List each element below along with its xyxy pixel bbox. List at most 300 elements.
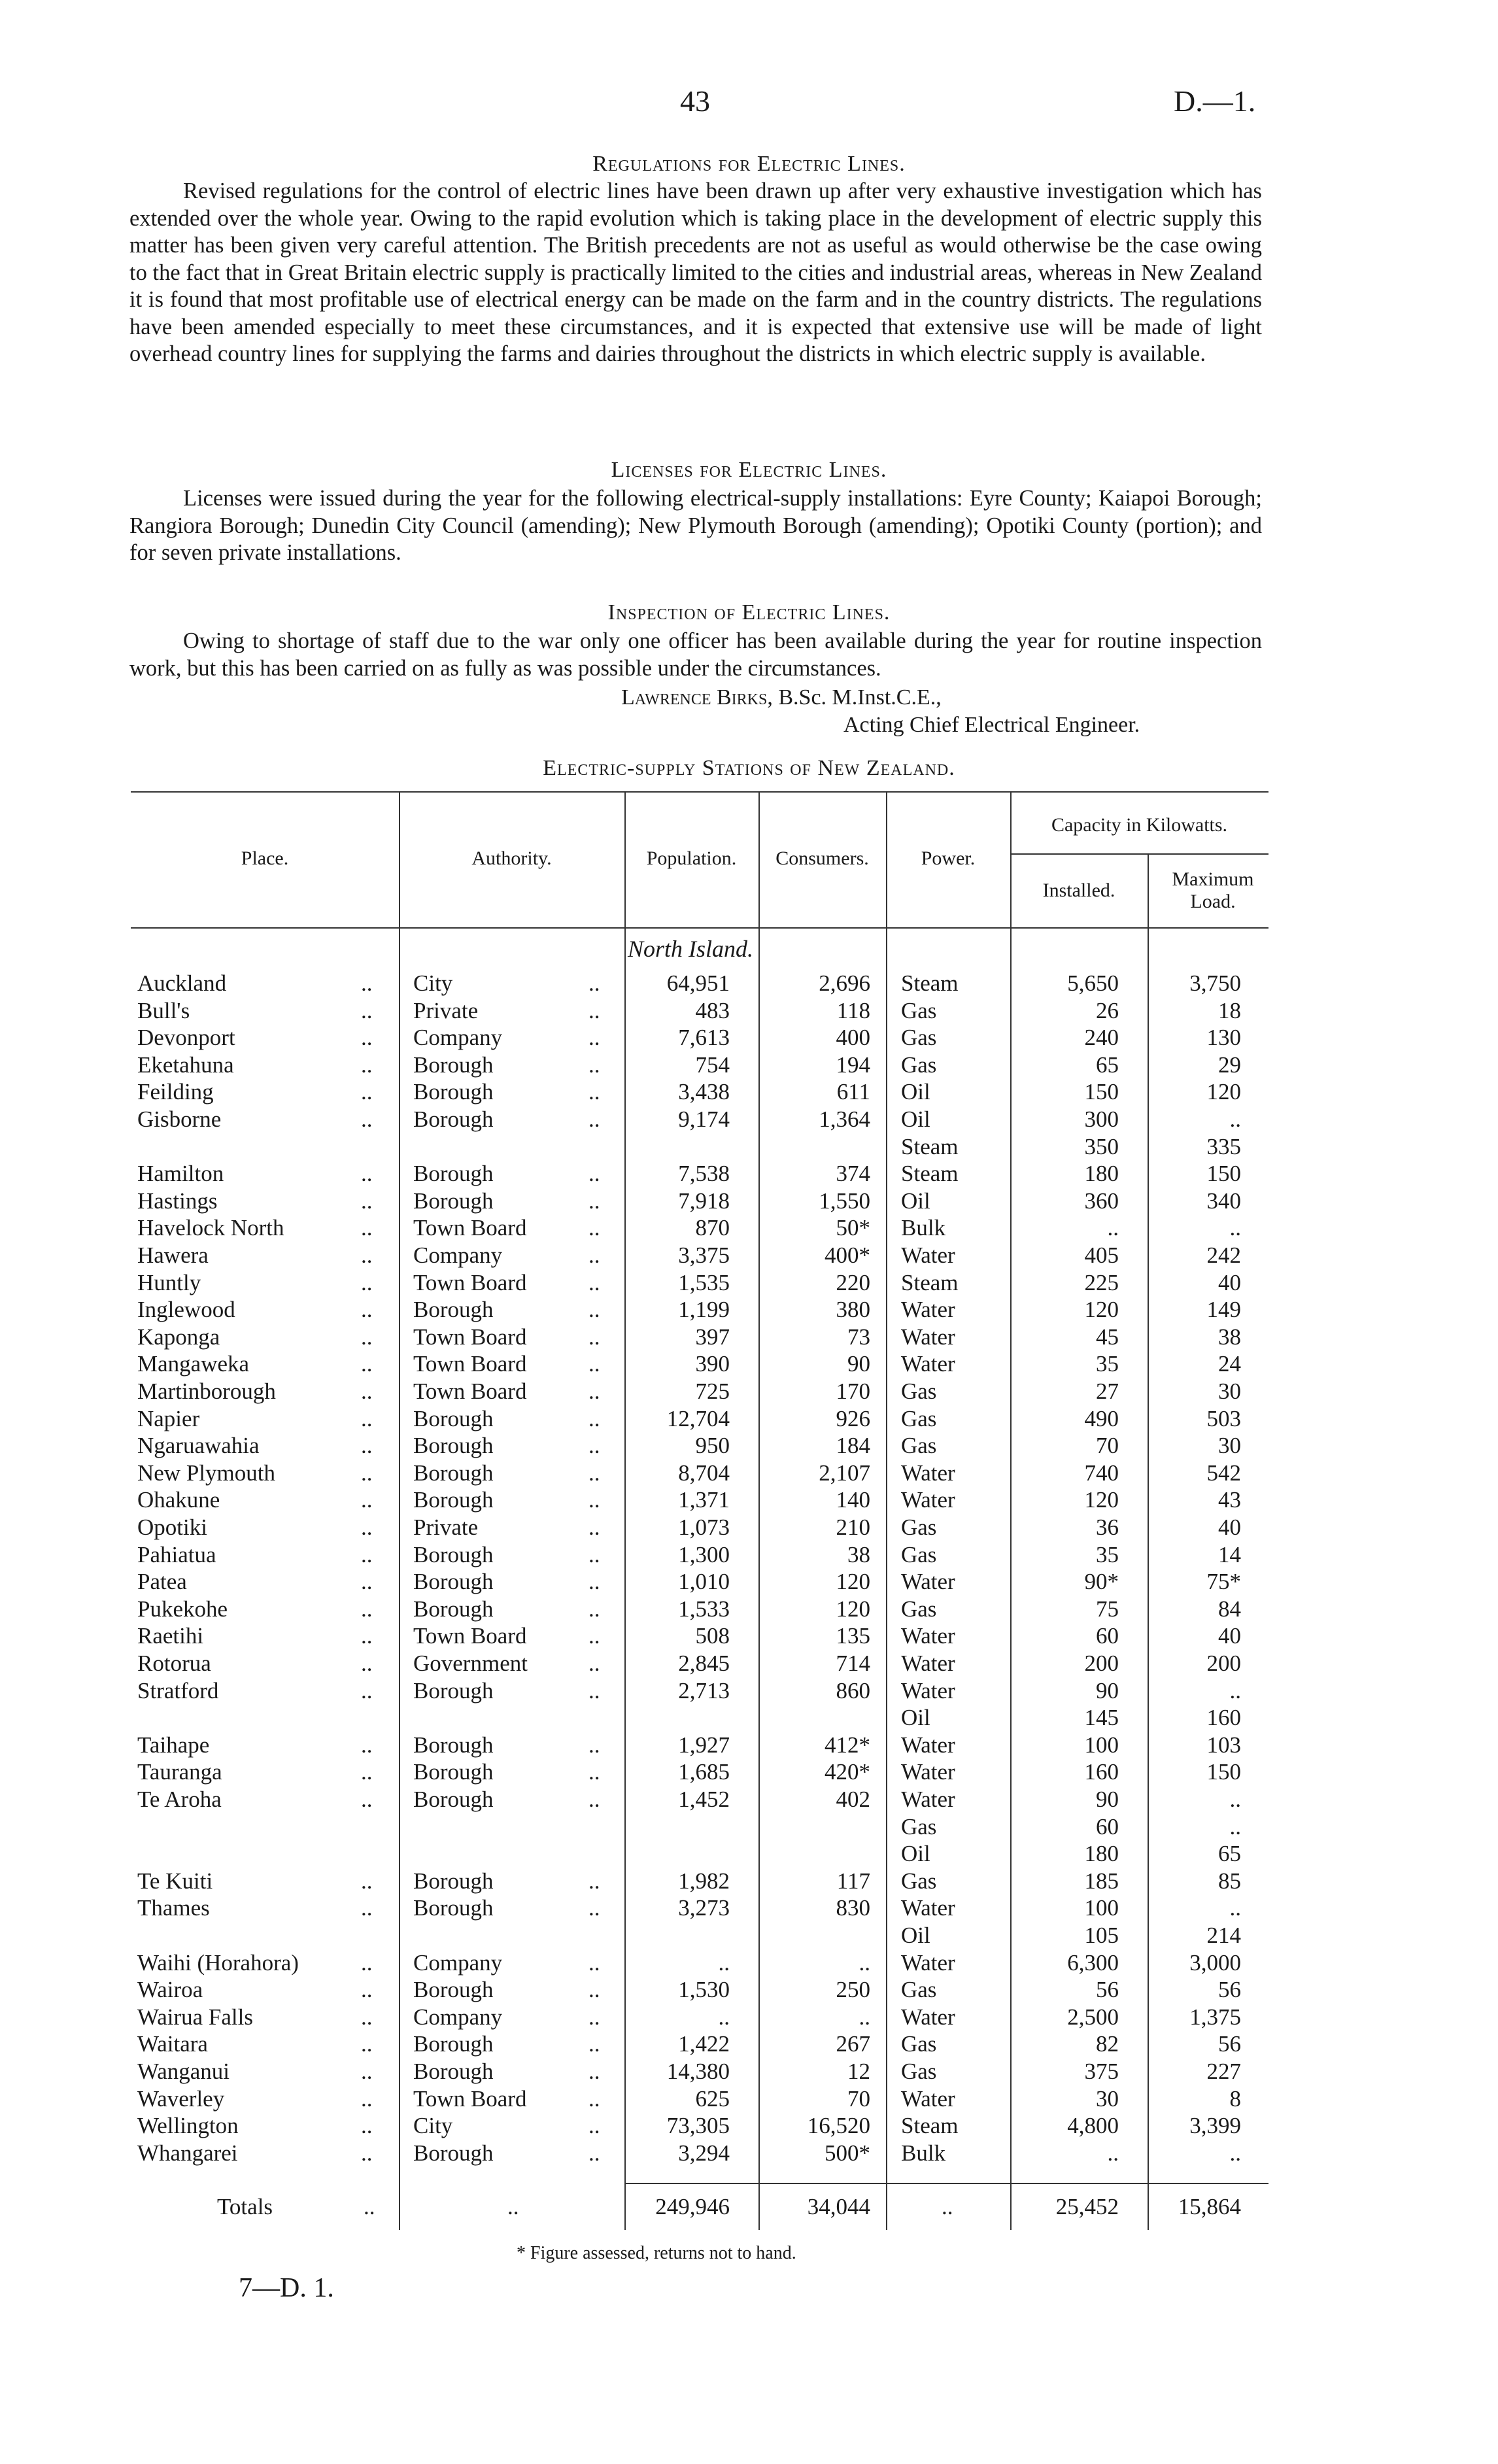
cell-place: Hastings bbox=[137, 1188, 218, 1214]
leader-dots: .. bbox=[588, 1025, 600, 1051]
leader-dots: .. bbox=[361, 2113, 373, 2139]
region-label: North Island. bbox=[628, 936, 754, 962]
cell-consumers: 120 bbox=[836, 1569, 870, 1595]
leader-dots: .. bbox=[361, 1433, 373, 1459]
cell-max-load: 85 bbox=[1218, 1868, 1241, 1894]
cell-place: Mangaweka bbox=[137, 1351, 250, 1377]
cell-place: Taihape bbox=[137, 1732, 210, 1758]
cell-installed: 35 bbox=[1096, 1351, 1119, 1377]
leader-dots: .. bbox=[361, 1868, 373, 1894]
cell-max-load: 40 bbox=[1218, 1514, 1241, 1540]
leader-dots: .. bbox=[588, 1106, 600, 1132]
totals-rule bbox=[624, 2183, 1268, 2184]
cell-population: 1,530 bbox=[678, 1977, 730, 2003]
cell-max-load: .. bbox=[1229, 1215, 1241, 1241]
cell-power: Steam bbox=[901, 2113, 959, 2139]
leader-dots: .. bbox=[361, 2031, 373, 2057]
leader-dots: .. bbox=[588, 1460, 600, 1486]
cell-consumers: .. bbox=[859, 2004, 870, 2030]
cell-max-load: 75* bbox=[1206, 1569, 1241, 1595]
cell-power: Gas bbox=[901, 2059, 937, 2084]
cell-authority: Borough bbox=[413, 1460, 494, 1486]
cell-installed: 65 bbox=[1096, 1052, 1119, 1078]
table-row bbox=[0, 1106, 1498, 1134]
cell-authority: Town Board bbox=[413, 1324, 527, 1350]
cell-max-load: 340 bbox=[1206, 1188, 1241, 1214]
leader-dots: .. bbox=[588, 1732, 600, 1758]
leader-dots: .. bbox=[361, 2140, 373, 2166]
leader-dots: .. bbox=[361, 1487, 373, 1513]
cell-max-load: 84 bbox=[1218, 1596, 1241, 1622]
cell-power: Water bbox=[901, 1732, 955, 1758]
cell-authority: Town Board bbox=[413, 1351, 527, 1377]
table-row bbox=[0, 1732, 1498, 1760]
cell-place: Wairua Falls bbox=[137, 2004, 253, 2030]
cell-max-load: .. bbox=[1229, 1106, 1241, 1132]
cell-place: Havelock North bbox=[137, 1215, 284, 1241]
cell-consumers: 184 bbox=[836, 1433, 870, 1459]
cell-installed: 2,500 bbox=[1067, 2004, 1119, 2030]
leader-dots: .. bbox=[588, 1378, 600, 1404]
cell-max-load: 227 bbox=[1206, 2059, 1241, 2084]
cell-place: Patea bbox=[137, 1569, 187, 1595]
table-row bbox=[0, 1433, 1498, 1460]
cell-consumers: 140 bbox=[836, 1487, 870, 1513]
cell-place: Martinborough bbox=[137, 1378, 276, 1404]
cell-consumers: 220 bbox=[836, 1269, 870, 1295]
cell-installed: 300 bbox=[1084, 1106, 1119, 1132]
cell-installed: 225 bbox=[1084, 1269, 1119, 1295]
signature-name: Lawrence Birks, B.Sc. M.Inst.C.E., bbox=[621, 685, 942, 710]
cell-max-load: 38 bbox=[1218, 1324, 1241, 1350]
cell-population: 7,538 bbox=[678, 1161, 730, 1187]
cell-power: Water bbox=[901, 2085, 955, 2112]
cell-max-load: 242 bbox=[1206, 1242, 1241, 1268]
table-row bbox=[0, 1487, 1498, 1514]
cell-max-load: 149 bbox=[1206, 1297, 1241, 1323]
table-row bbox=[0, 1542, 1498, 1569]
leader-dots: .. bbox=[588, 2031, 600, 2057]
cell-place: Feilding bbox=[137, 1079, 214, 1105]
cell-place: Raetihi bbox=[137, 1623, 204, 1649]
table-row bbox=[0, 2140, 1498, 2168]
cell-place: Tauranga bbox=[137, 1759, 222, 1785]
leader-dots: .. bbox=[361, 1514, 373, 1540]
cell-place: Opotiki bbox=[137, 1514, 207, 1540]
cell-power: Gas bbox=[901, 1433, 937, 1459]
cell-power: Gas bbox=[901, 1405, 937, 1431]
cell-installed: 60 bbox=[1096, 1623, 1119, 1649]
table-row bbox=[0, 1814, 1498, 1841]
totals-consumers: 34,044 bbox=[807, 2194, 870, 2219]
cell-place: Devonport bbox=[137, 1025, 235, 1051]
cell-consumers: 1,550 bbox=[819, 1188, 870, 1214]
cell-authority: Borough bbox=[413, 1188, 494, 1214]
leader-dots: .. bbox=[588, 1351, 600, 1377]
cell-place: Bull's bbox=[137, 997, 190, 1023]
leader-dots: .. bbox=[588, 2113, 600, 2139]
cell-place: Hawera bbox=[137, 1242, 209, 1268]
table-row bbox=[0, 1161, 1498, 1188]
leader-dots: .. bbox=[361, 2085, 373, 2112]
table-row bbox=[0, 970, 1498, 998]
cell-population: 7,918 bbox=[678, 1188, 730, 1214]
licenses-paragraph: Licenses were issued during the year for the following electrical-supply installations: Eyre County; Kaiapoi Borough; Rangiora Borough; Dunedin City Council (amending); New Plymouth Borough (amending); Opotiki County (portion); and for seven private installations. bbox=[129, 486, 1262, 565]
cell-power: Gas bbox=[901, 1378, 937, 1404]
cell-authority: Company bbox=[413, 1242, 503, 1268]
leader-dots: .. bbox=[588, 1569, 600, 1595]
table-row bbox=[0, 2059, 1498, 2086]
leader-dots: .. bbox=[361, 1460, 373, 1486]
leader-dots: .. bbox=[361, 1759, 373, 1785]
leader-dots: .. bbox=[588, 1079, 600, 1105]
leader-dots: .. bbox=[361, 1623, 373, 1649]
cell-power: Water bbox=[901, 1487, 955, 1513]
cell-population: 1,982 bbox=[678, 1868, 730, 1894]
cell-consumers: .. bbox=[859, 1949, 870, 1976]
cell-installed: .. bbox=[1107, 1215, 1119, 1241]
table-row bbox=[0, 1079, 1498, 1106]
page-number: 43 bbox=[680, 84, 710, 118]
regulations-heading: Regulations for Electric Lines. bbox=[592, 152, 906, 176]
cell-consumers: 250 bbox=[836, 1977, 870, 2003]
leader-dots: .. bbox=[361, 1161, 373, 1187]
cell-population: 2,845 bbox=[678, 1651, 730, 1676]
cell-population: 3,273 bbox=[678, 1895, 730, 1921]
cell-max-load: .. bbox=[1229, 1895, 1241, 1921]
cell-installed: 82 bbox=[1096, 2031, 1119, 2057]
cell-population: 7,613 bbox=[678, 1025, 730, 1051]
cell-consumers: 860 bbox=[836, 1677, 870, 1703]
cell-place: Napier bbox=[137, 1405, 200, 1431]
leader-dots: .. bbox=[588, 1651, 600, 1676]
cell-installed: 120 bbox=[1084, 1297, 1119, 1323]
leader-dots: .. bbox=[361, 1677, 373, 1703]
leader-dots: .. bbox=[361, 1025, 373, 1051]
table-row bbox=[0, 1977, 1498, 2004]
cell-place: Wellington bbox=[137, 2113, 239, 2139]
cell-consumers: 2,696 bbox=[819, 970, 870, 996]
signature-title: Acting Chief Electrical Engineer. bbox=[843, 713, 1140, 737]
cell-max-load: .. bbox=[1229, 1677, 1241, 1703]
leader-dots: .. bbox=[588, 1977, 600, 2003]
leader-dots: .. bbox=[361, 1188, 373, 1214]
cell-power: Water bbox=[901, 1949, 955, 1976]
cell-place: Hamilton bbox=[137, 1161, 224, 1187]
cell-population: 1,010 bbox=[678, 1569, 730, 1595]
cell-authority: Borough bbox=[413, 1052, 494, 1078]
cell-population: 1,422 bbox=[678, 2031, 730, 2057]
cell-population: .. bbox=[718, 2004, 730, 2030]
cell-power: Steam bbox=[901, 1161, 959, 1187]
cell-authority: Borough bbox=[413, 1569, 494, 1595]
cell-consumers: 12 bbox=[847, 2059, 870, 2084]
cell-population: 1,371 bbox=[678, 1487, 730, 1513]
cell-population: 754 bbox=[695, 1052, 730, 1078]
leader-dots: .. bbox=[361, 1977, 373, 2003]
leader-dots: .. bbox=[588, 2085, 600, 2112]
leader-dots: .. bbox=[361, 1079, 373, 1105]
cell-power: Steam bbox=[901, 1269, 959, 1295]
cell-authority: Borough bbox=[413, 2140, 494, 2166]
cell-population: 725 bbox=[695, 1378, 730, 1404]
cell-authority: Borough bbox=[413, 1759, 494, 1785]
cell-place: Auckland bbox=[137, 970, 227, 996]
table-row bbox=[0, 1787, 1498, 1814]
cell-max-load: 30 bbox=[1218, 1433, 1241, 1459]
cell-max-load: 40 bbox=[1218, 1623, 1241, 1649]
leader-dots: .. bbox=[588, 1949, 600, 1976]
cell-authority: Borough bbox=[413, 2059, 494, 2084]
cell-population: 950 bbox=[695, 1433, 730, 1459]
table-row bbox=[0, 1242, 1498, 1270]
cell-authority: Town Board bbox=[413, 2085, 527, 2112]
cell-consumers: 73 bbox=[847, 1324, 870, 1350]
table-row bbox=[0, 2113, 1498, 2140]
cell-authority: Borough bbox=[413, 1596, 494, 1622]
cell-max-load: 24 bbox=[1218, 1351, 1241, 1377]
leader-dots: .. bbox=[588, 2004, 600, 2030]
cell-population: 8,704 bbox=[678, 1460, 730, 1486]
cell-population: 3,294 bbox=[678, 2140, 730, 2166]
table-footnote: * Figure assessed, returns not to hand. bbox=[517, 2243, 796, 2263]
header-bottom-rule bbox=[131, 927, 1268, 929]
leader-dots: .. bbox=[588, 1405, 600, 1431]
table-row bbox=[0, 1052, 1498, 1080]
cell-installed: 26 bbox=[1096, 997, 1119, 1023]
signature-mark: 7—D. 1. bbox=[239, 2273, 334, 2303]
cell-max-load: 40 bbox=[1218, 1269, 1241, 1295]
totals-power: .. bbox=[942, 2194, 953, 2219]
cell-place: Inglewood bbox=[137, 1297, 235, 1323]
cell-population: 1,927 bbox=[678, 1732, 730, 1758]
cell-authority: Borough bbox=[413, 1541, 494, 1567]
table-row bbox=[0, 1378, 1498, 1406]
cell-consumers: 210 bbox=[836, 1514, 870, 1540]
leader-dots: .. bbox=[588, 1514, 600, 1540]
cell-consumers: 135 bbox=[836, 1623, 870, 1649]
leader-dots: .. bbox=[588, 1677, 600, 1703]
leader-dots: .. bbox=[361, 1405, 373, 1431]
totals-installed: 25,452 bbox=[1055, 2194, 1119, 2219]
cell-population: 508 bbox=[695, 1623, 730, 1649]
leader-dots: .. bbox=[361, 1351, 373, 1377]
cell-consumers: 611 bbox=[836, 1079, 870, 1105]
leader-dots: .. bbox=[588, 2140, 600, 2166]
leader-dots: .. bbox=[361, 1297, 373, 1323]
cell-authority: Town Board bbox=[413, 1269, 527, 1295]
cell-installed: 375 bbox=[1084, 2059, 1119, 2084]
cell-max-load: .. bbox=[1229, 1813, 1241, 1839]
cell-installed: 60 bbox=[1096, 1813, 1119, 1839]
table-row bbox=[0, 2031, 1498, 2059]
cell-installed: 27 bbox=[1096, 1378, 1119, 1404]
cell-place: Pahiatua bbox=[137, 1541, 216, 1567]
cell-authority: Borough bbox=[413, 1487, 494, 1513]
cell-place: Te Kuiti bbox=[137, 1868, 213, 1894]
table-row bbox=[0, 1678, 1498, 1705]
cell-installed: 100 bbox=[1084, 1895, 1119, 1921]
cell-place: Eketahuna bbox=[137, 1052, 234, 1078]
cell-consumers: 374 bbox=[836, 1161, 870, 1187]
cell-max-load: 503 bbox=[1206, 1405, 1241, 1431]
cell-consumers: 50* bbox=[836, 1215, 870, 1241]
cell-power: Water bbox=[901, 1759, 955, 1785]
header-capacity: Capacity in Kilowatts. bbox=[1051, 814, 1228, 836]
cell-max-load: 120 bbox=[1206, 1079, 1241, 1105]
totals-leader-dots: .. bbox=[364, 2194, 375, 2219]
table-row bbox=[0, 1025, 1498, 1052]
cell-max-load: .. bbox=[1229, 1787, 1241, 1812]
cell-max-load: 200 bbox=[1206, 1651, 1241, 1676]
cell-place: Gisborne bbox=[137, 1106, 222, 1132]
cell-authority: Borough bbox=[413, 1161, 494, 1187]
table-row bbox=[0, 1270, 1498, 1297]
cell-consumers: 170 bbox=[836, 1378, 870, 1404]
cell-installed: 160 bbox=[1084, 1759, 1119, 1785]
cell-population: 1,199 bbox=[678, 1297, 730, 1323]
cell-power: Steam bbox=[901, 970, 959, 996]
cell-power: Bulk bbox=[901, 1215, 946, 1241]
cell-place: Ngaruawahia bbox=[137, 1433, 260, 1459]
cell-authority: Borough bbox=[413, 1868, 494, 1894]
cell-power: Gas bbox=[901, 997, 937, 1023]
cell-power: Gas bbox=[901, 1052, 937, 1078]
cell-max-load: 130 bbox=[1206, 1025, 1241, 1051]
cell-authority: Town Board bbox=[413, 1215, 527, 1241]
leader-dots: .. bbox=[361, 1541, 373, 1567]
cell-place: Wairoa bbox=[137, 1977, 203, 2003]
table-row bbox=[0, 1188, 1498, 1216]
cell-authority: Government bbox=[413, 1651, 528, 1676]
cell-power: Oil bbox=[901, 1079, 930, 1105]
leader-dots: .. bbox=[588, 1242, 600, 1268]
header-consumers: Consumers. bbox=[775, 847, 869, 869]
cell-consumers: 412* bbox=[825, 1732, 870, 1758]
cell-installed: 350 bbox=[1084, 1133, 1119, 1159]
cell-population: 870 bbox=[695, 1215, 730, 1241]
cell-power: Water bbox=[901, 1623, 955, 1649]
cell-power: Water bbox=[901, 1242, 955, 1268]
leader-dots: .. bbox=[361, 2059, 373, 2084]
cell-consumers: 714 bbox=[836, 1651, 870, 1676]
cell-consumers: 830 bbox=[836, 1895, 870, 1921]
cell-power: Oil bbox=[901, 1188, 930, 1214]
leader-dots: .. bbox=[588, 1759, 600, 1785]
table-row bbox=[0, 1705, 1498, 1732]
cell-power: Oil bbox=[901, 1705, 930, 1731]
leader-dots: .. bbox=[588, 1541, 600, 1567]
cell-place: Te Aroha bbox=[137, 1787, 222, 1812]
cell-population: 12,704 bbox=[666, 1405, 730, 1431]
cell-authority: Borough bbox=[413, 1732, 494, 1758]
cell-consumers: 117 bbox=[836, 1868, 870, 1894]
cell-max-load: 56 bbox=[1218, 2031, 1241, 2057]
cell-place: Whangarei bbox=[137, 2140, 238, 2166]
cell-authority: Private bbox=[413, 1514, 479, 1540]
cell-installed: 120 bbox=[1084, 1487, 1119, 1513]
table-row bbox=[0, 1514, 1498, 1542]
cell-max-load: 56 bbox=[1218, 1977, 1241, 2003]
cell-place: Waitara bbox=[137, 2031, 208, 2057]
table-row bbox=[0, 1297, 1498, 1324]
cell-installed: 56 bbox=[1096, 1977, 1119, 2003]
cell-population: 483 bbox=[695, 997, 730, 1023]
leader-dots: .. bbox=[588, 1895, 600, 1921]
header-max-load: Maximum Load. bbox=[1172, 868, 1254, 912]
table-row bbox=[0, 1651, 1498, 1678]
leader-dots: .. bbox=[588, 997, 600, 1023]
cell-power: Gas bbox=[901, 1596, 937, 1622]
leader-dots: .. bbox=[588, 1161, 600, 1187]
totals-population: 249,946 bbox=[655, 2194, 730, 2219]
cell-installed: 180 bbox=[1084, 1161, 1119, 1187]
cell-authority: City bbox=[413, 2113, 453, 2139]
cell-authority: Borough bbox=[413, 1895, 494, 1921]
leader-dots: .. bbox=[361, 1324, 373, 1350]
cell-power: Water bbox=[901, 1324, 955, 1350]
cell-authority: Borough bbox=[413, 1405, 494, 1431]
leader-dots: .. bbox=[361, 1106, 373, 1132]
leader-dots: .. bbox=[588, 1215, 600, 1241]
cell-max-load: .. bbox=[1229, 2140, 1241, 2166]
leader-dots: .. bbox=[361, 1651, 373, 1676]
cell-consumers: 38 bbox=[847, 1541, 870, 1567]
cell-max-load: 14 bbox=[1218, 1541, 1241, 1567]
cell-population: .. bbox=[718, 1949, 730, 1976]
cell-place: Thames bbox=[137, 1895, 210, 1921]
table-row bbox=[0, 2004, 1498, 2032]
leader-dots: .. bbox=[361, 997, 373, 1023]
cell-consumers: 118 bbox=[836, 997, 870, 1023]
cell-authority: Private bbox=[413, 997, 479, 1023]
leader-dots: .. bbox=[588, 1269, 600, 1295]
inspection-paragraph: Owing to shortage of staff due to the war only one officer has been available during the year for routine inspection work, but this has been carried on as fully as was possible under the circumstances. bbox=[129, 628, 1262, 681]
cell-place: Waihi (Horahora) bbox=[137, 1949, 299, 1976]
table-row bbox=[0, 1950, 1498, 1977]
cell-authority: Town Board bbox=[413, 1623, 527, 1649]
table-row bbox=[0, 1324, 1498, 1352]
table-row bbox=[0, 1623, 1498, 1651]
cell-max-load: 542 bbox=[1206, 1460, 1241, 1486]
cell-consumers: 1,364 bbox=[819, 1106, 870, 1132]
cell-power: Oil bbox=[901, 1106, 930, 1132]
table-row bbox=[0, 1569, 1498, 1596]
totals-max-load: 15,864 bbox=[1178, 2194, 1241, 2219]
cell-consumers: 120 bbox=[836, 1596, 870, 1622]
cell-installed: 360 bbox=[1084, 1188, 1119, 1214]
cell-power: Water bbox=[901, 1895, 955, 1921]
cell-authority: Borough bbox=[413, 1297, 494, 1323]
table-row bbox=[0, 1759, 1498, 1787]
leader-dots: .. bbox=[361, 1787, 373, 1812]
cell-power: Gas bbox=[901, 1514, 937, 1540]
cell-max-load: 8 bbox=[1229, 2085, 1241, 2112]
cell-power: Gas bbox=[901, 1025, 937, 1051]
cell-place: New Plymouth bbox=[137, 1460, 275, 1486]
cell-power: Oil bbox=[901, 1841, 930, 1867]
leader-dots: .. bbox=[361, 1378, 373, 1404]
table-row bbox=[0, 1923, 1498, 1950]
cell-authority: Borough bbox=[413, 2031, 494, 2057]
cell-installed: 240 bbox=[1084, 1025, 1119, 1051]
cell-population: 390 bbox=[695, 1351, 730, 1377]
cell-population: 1,533 bbox=[678, 1596, 730, 1622]
cell-authority: Company bbox=[413, 2004, 503, 2030]
cell-population: 3,375 bbox=[678, 1242, 730, 1268]
cell-place: Waverley bbox=[137, 2085, 225, 2112]
header-population: Population. bbox=[646, 847, 737, 869]
